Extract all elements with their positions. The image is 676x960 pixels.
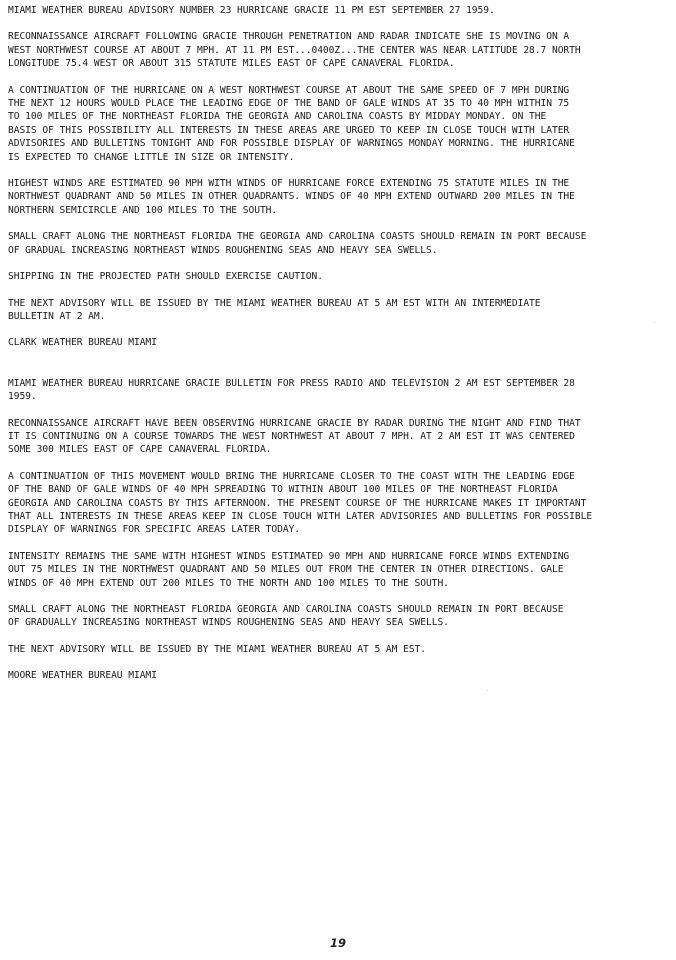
bulletin-paragraph-small-craft: SMALL CRAFT ALONG THE NORTHEAST FLORIDA GEORGIA AND CAROLINA COASTS SHOULD REMAIN IN PORT BECAUSE OF GRADUALLY INCREASING NORTHEAST WINDS ROUGHENING SEAS AND HEAVY SEA SWELLS. (8, 604, 564, 629)
bulletin-2am-section (8, 377, 670, 683)
bulletin-paragraph-next-advisory: THE NEXT ADVISORY WILL BE ISSUED BY THE MIAMI WEATHER BUREAU AT 5 AM EST. (8, 643, 426, 655)
advisory-paragraph-next-advisory: THE NEXT ADVISORY WILL BE ISSUED BY THE MIAMI WEATHER BUREAU AT 5 AM EST WITH AN INTERMEDIATE BULLETIN AT 2 AM. (8, 297, 541, 322)
advisory-paragraph-reconnaissance: RECONNAISSANCE AIRCRAFT FOLLOWING GRACIE THROUGH PENETRATION AND RADAR INDICATE SHE IS MOVING ON A WEST NORTHWEST COURSE AT ABOUT 7 MPH. AT 11 PM EST...0400Z...THE CENTER WAS NEAR LATITUDE 28.7 NORTH LONGITUDE 75.4 WEST OR ABOUT 315 STATUTE MILES EAST OF CAPE CANAVERAL FLORIDA. (8, 31, 581, 70)
scan-speck (654, 322, 655, 323)
bulletin-paragraph-continuation: A CONTINUATION OF THIS MOVEMENT WOULD BRING THE HURRICANE CLOSER TO THE COAST WITH THE LEADING EDGE OF THE BAND OF GALE WINDS OF 40 MPH SPREADING TO WITHIN ABOUT 100 MILES OF THE NORTHEAST FLORIDA GEORGIA AND CAROLINA COASTS BY THIS AFTERNOON. THE PRESENT COURSE OF THE HURRICANE MAKES IT IMPORTANT THAT ALL INTERESTS IN THESE AREAS KEEP IN CLOSE TOUCH WITH LATER ADVISORIES AND BULLETINS FOR POSSIBLE DISPLAY OF WARNINGS FOR SPECIFIC AREAS LATER TODAY. (8, 470, 593, 536)
advisory-23-section (8, 4, 670, 350)
advisory-paragraph-continuation: A CONTINUATION OF THE HURRICANE ON A WEST NORTHWEST COURSE AT ABOUT THE SAME SPEED OF 7 MPH DURING THE NEXT 12 HOURS WOULD PLACE THE LEADING EDGE OF THE BAND OF GALE WINDS AT 35 TO 40 MPH WITHIN 75 TO 100 MILES OF THE NORTHEAST FLORIDA THE GEORGIA AND CAROLINA COASTS BY MIDDAY MONDAY. ON THE BASIS OF THIS POSSIBILITY ALL INTERESTS IN THESE AREAS ARE URGED TO KEEP IN CLOSE TOUCH WITH LATER ADVISORIES AND BULLETINS TONIGHT AND FOR POSSIBLE DISPLAY OF WARNINGS MONDAY MORNING. THE HURRICANE IS EXPECTED TO CHANGE LITTLE IN SIZE OR INTENSITY. (8, 84, 575, 163)
advisory-paragraph-small-craft: SMALL CRAFT ALONG THE NORTHEAST FLORIDA THE GEORGIA AND CAROLINA COASTS SHOULD REMAIN IN PORT BECAUSE OF GRADUAL INCREASING NORTHEAST WINDS ROUGHENING SEAS AND HEAVY SEA SWELLS. (8, 231, 587, 256)
advisory-paragraph-highest-winds: HIGHEST WINDS ARE ESTIMATED 90 MPH WITH WINDS OF HURRICANE FORCE EXTENDING 75 STATUTE MILES IN THE NORTHWEST QUADRANT AND 50 MILES IN OTHER QUADRANTS. WINDS OF 40 MPH EXTEND OUTWARD 200 MILES IN THE NORTHERN SEMICIRCLE AND 100 MILES TO THE SOUTH. (8, 178, 575, 216)
bulletin-signature: MOORE WEATHER BUREAU MIAMI (8, 670, 157, 682)
scan-speck (487, 690, 488, 691)
document-page (8, 4, 670, 683)
page-number: 19 (329, 936, 346, 950)
advisory-signature: CLARK WEATHER BUREAU MIAMI (8, 337, 157, 349)
bulletin-paragraph-intensity: INTENSITY REMAINS THE SAME WITH HIGHEST WINDS ESTIMATED 90 MPH AND HURRICANE FORCE WINDS EXTENDING OUT 75 MILES IN THE NORTHWEST QUADRANT AND 50 MILES OUT FROM THE CENTER IN OTHER DIRECTIONS. GALE WINDS OF 40 MPH EXTEND OUT 200 MILES TO THE NORTH AND 100 MILES TO THE SOUTH. (8, 550, 570, 589)
bulletin-paragraph-reconnaissance: RECONNAISSANCE AIRCRAFT HAVE BEEN OBSERVING HURRICANE GRACIE BY RADAR DURING THE NIGHT AND FIND THAT IT IS CONTINUING ON A COURSE TOWARDS THE WEST NORTHWEST AT ABOUT 7 MPH. AT 2 AM EST IT WAS CENTERED SOME 300 MILES EAST OF CAPE CANAVERAL FLORIDA. (8, 417, 581, 456)
advisory-paragraph-shipping: SHIPPING IN THE PROJECTED PATH SHOULD EXERCISE CAUTION. (8, 271, 323, 283)
bulletin-heading: MIAMI WEATHER BUREAU HURRICANE GRACIE BULLETIN FOR PRESS RADIO AND TELEVISION 2 AM EST SEPTEMBER 28 1959. (8, 377, 575, 403)
advisory-heading: MIAMI WEATHER BUREAU ADVISORY NUMBER 23 HURRICANE GRACIE 11 PM EST SEPTEMBER 27 1959. (8, 5, 495, 16)
